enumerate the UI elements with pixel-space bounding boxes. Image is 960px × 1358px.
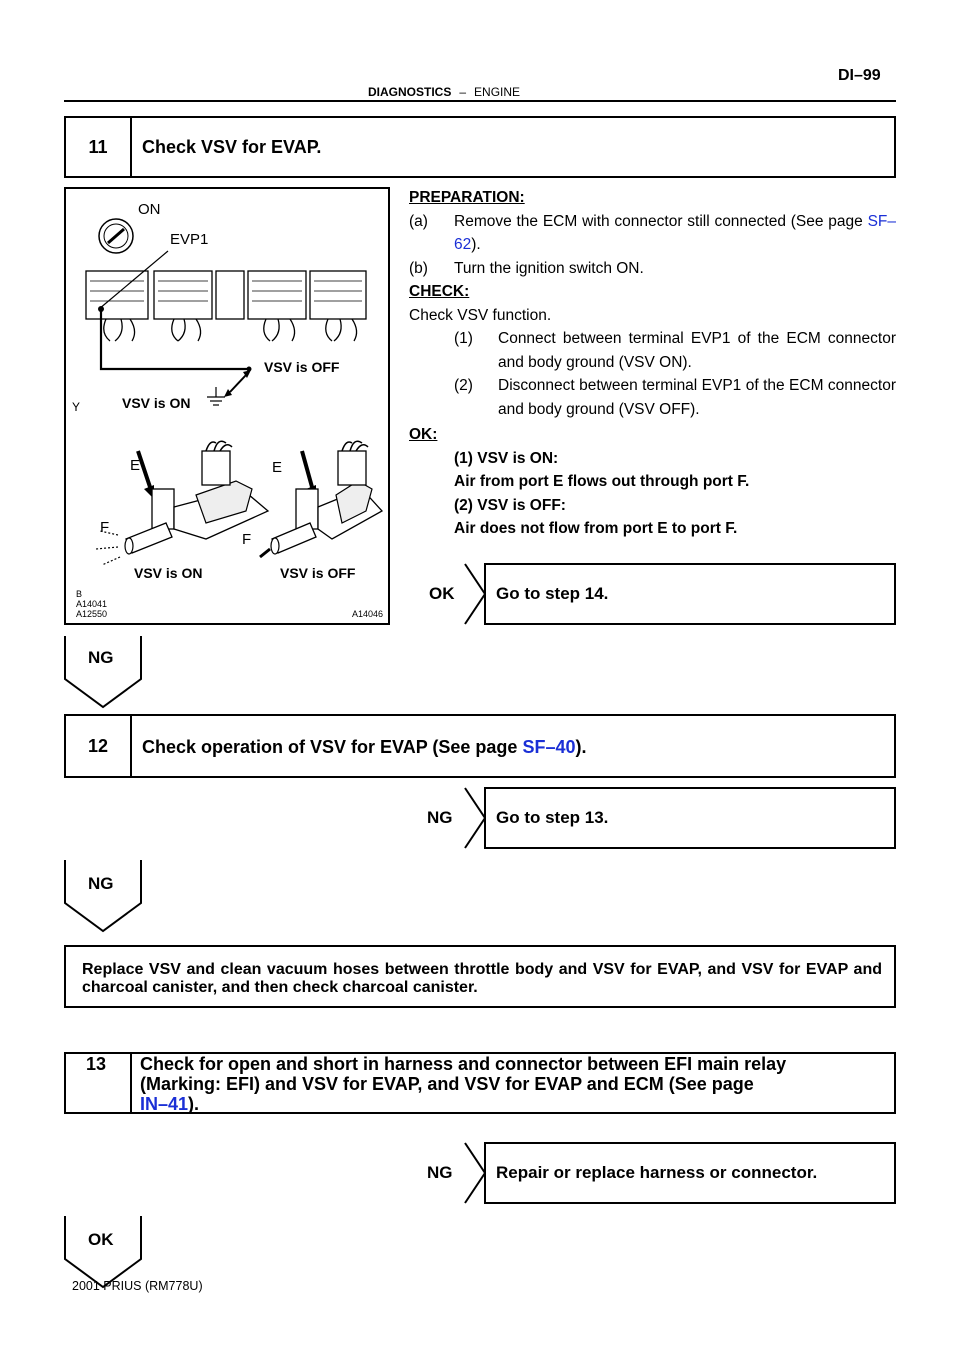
ok-flag (64, 1215, 144, 1289)
ng-flag-1 (64, 635, 144, 709)
bottom-vsv-on-label: VSV is ON (134, 565, 203, 581)
vsv-diagram (64, 187, 390, 625)
page-footer: 2001 PRIUS (RM778U) (72, 1279, 203, 1293)
ecm-connector-icon (86, 271, 366, 341)
figure-code-1: A14041 (76, 599, 108, 609)
step-12-box (64, 714, 896, 778)
figure-code-b: B (76, 589, 83, 599)
ok-1-heading: (1) VSV is ON: (454, 449, 559, 467)
link-sf-40[interactable]: SF–40 (522, 737, 576, 757)
result-1-text: Go to step 14. (496, 584, 609, 603)
step-12-number: 12 (66, 716, 132, 776)
step-11-box (64, 116, 896, 178)
step-13-box (64, 1052, 896, 1114)
preparation-heading: PREPARATION: (409, 189, 525, 206)
ng-flag-2 (64, 859, 144, 933)
header-subsection: ENGINE (474, 85, 521, 99)
header-dash: – (459, 85, 467, 99)
ground-icon (207, 387, 225, 405)
running-header (368, 85, 520, 99)
figure-on-label: ON (138, 201, 161, 218)
figure-code-3: A14046 (352, 609, 384, 619)
port-f-left-label: F (100, 519, 110, 536)
step-13-title: Check for open and short in harness and connector between EFI main relay (Marking: EFI) and VSV for EVAP, and VSV for EVAP and ECM (See page IN–41). (140, 1054, 787, 1114)
result-2-box (484, 787, 896, 849)
ng-flag-2-label: NG (88, 874, 114, 893)
step-11-number: 11 (66, 118, 132, 176)
check-intro: Check VSV function. (409, 306, 552, 324)
ok-1-text: Air from port E flows out through port F. (454, 473, 750, 490)
prep-step-b: (b) Turn the ignition switch ON. (409, 259, 644, 277)
port-f-right-label: F (242, 531, 252, 548)
step-13-number: 13 (86, 1054, 107, 1074)
figure-code-2: A12550 (76, 609, 108, 619)
result-3-text: Repair or replace harness or connector. (496, 1163, 818, 1182)
result-1-box (484, 563, 896, 625)
link-in-41[interactable]: IN–41 (140, 1094, 189, 1114)
switch-arrow-icon (224, 370, 251, 397)
ok-2-heading: (2) VSV is OFF: (454, 496, 566, 514)
ok-flag-label: OK (88, 1230, 114, 1249)
result-3-tag: NG (427, 1163, 453, 1182)
check-step-1: (1) Connect between terminal EVP1 of the ECM connector and body ground (VSV ON). (454, 330, 896, 371)
port-e-right-label: E (272, 459, 283, 476)
check-heading: CHECK: (409, 283, 470, 300)
ignition-switch-icon (99, 219, 133, 253)
ok-heading: OK: (409, 426, 438, 443)
figure-evp1-label: EVP1 (170, 231, 209, 248)
header-rule (64, 100, 896, 102)
procedure-text (409, 186, 896, 541)
header-section: DIAGNOSTICS (368, 85, 452, 99)
step-12-title: Check operation of VSV for EVAP (See page SF–40). (142, 737, 587, 757)
result-2-text: Go to step 13. (496, 808, 609, 827)
figure-vsv-on-label: VSV is ON (122, 395, 191, 411)
bottom-vsv-off-label: VSV is OFF (280, 565, 356, 581)
replace-box-text: Replace VSV and clean vacuum hoses between throttle body and VSV for EVAP, and VSV for EVAP and charcoal canister, and then check charcoal canister. (82, 961, 882, 996)
figure-vsv-off-label: VSV is OFF (264, 359, 340, 375)
check-step-2: (2) Disconnect between terminal EVP1 of the ECM connector and body ground (VSV OFF). (454, 377, 896, 418)
link-sf-62[interactable]: SF–62 (454, 212, 896, 253)
result-1-tag: OK (429, 584, 455, 603)
page-number: DI–99 (838, 67, 881, 84)
result-2-tag: NG (427, 808, 453, 827)
ng-flag-1-label: NG (88, 648, 114, 667)
port-e-left-label: E (130, 457, 141, 474)
svg-text:Y: Y (72, 400, 81, 414)
step-11-title: Check VSV for EVAP. (142, 137, 322, 157)
ok-2-text: Air does not flow from port E to port F. (454, 520, 738, 537)
result-3-box (484, 1142, 896, 1204)
prep-step-a: (a) Remove the ECM with connector still connected (See page SF–62). (409, 212, 896, 253)
replace-box (64, 945, 896, 1008)
